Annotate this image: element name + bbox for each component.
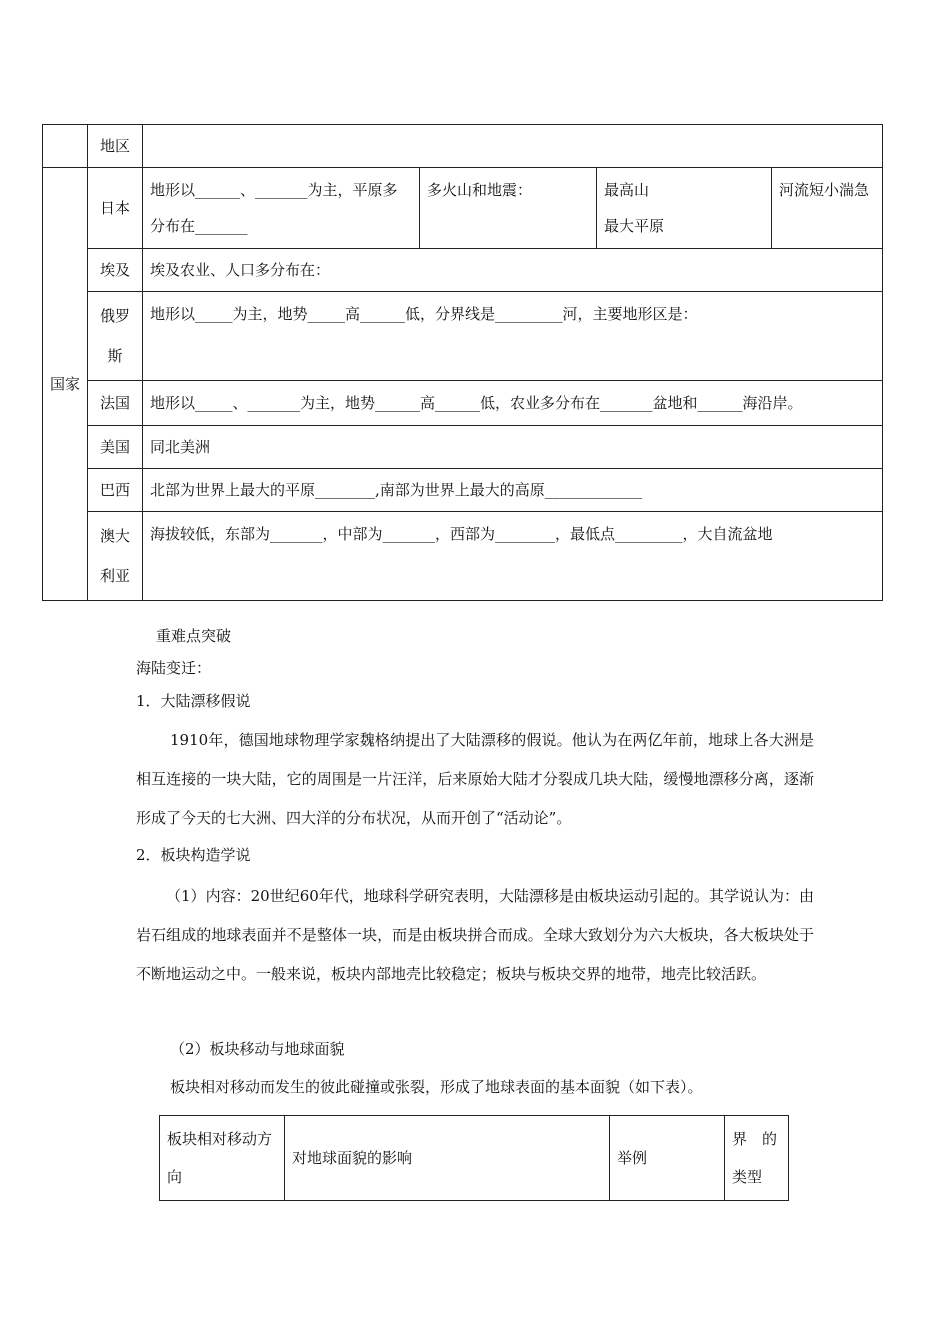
item2-sub2-heading: （2）板块移动与地球面貌 bbox=[170, 1040, 345, 1058]
japan-terrain: 地形以______、_______为主，平原多分布在_______ bbox=[143, 168, 420, 249]
region-table bbox=[42, 124, 883, 601]
russia-text: 地形以_____为主，地势_____高______低，分界线是_________河，主要地形区是： bbox=[143, 292, 883, 381]
plate-header-boundary: 界 的类型 bbox=[725, 1116, 789, 1201]
japan-highest: 最高山 bbox=[604, 181, 650, 199]
country-australia: 澳大利亚 bbox=[88, 512, 143, 601]
table-row bbox=[43, 249, 883, 292]
country-usa: 美国 bbox=[88, 426, 143, 469]
plate-table bbox=[159, 1115, 789, 1201]
brazil-text: 北部为世界上最大的平原________,南部为世界上最大的高原_____________ bbox=[143, 469, 883, 512]
table-row bbox=[43, 512, 883, 601]
country-japan: 日本 bbox=[88, 168, 143, 249]
header-region-label: 地区 bbox=[88, 125, 143, 168]
section-title: 重难点突破 bbox=[156, 627, 232, 645]
table-row bbox=[43, 292, 883, 381]
australia-text: 海拔较低，东部为_______，中部为_______，西部为________，最低点_________，大自流盆地 bbox=[143, 512, 883, 601]
plate-header-example: 举例 bbox=[610, 1116, 725, 1201]
table-row bbox=[43, 168, 883, 249]
item2-content: （1）内容：20世纪60年代，地球科学研究表明，大陆漂移是由板块运动引起的。其学说认为：由岩石组成的地球表面并不是整体一块，而是由板块拼合而成。全球大致划分为六大板块，各大板块处于不断地运动之中。一般来说，板块内部地壳比较稳定；板块与板块交界的地带，地壳比较活跃。 bbox=[136, 887, 814, 983]
subheading: 海陆变迁： bbox=[136, 659, 212, 677]
table-row bbox=[43, 125, 883, 168]
header-blank-cell bbox=[143, 125, 883, 168]
plate-header-direction: 板块相对移动方向 bbox=[160, 1116, 285, 1201]
japan-rivers: 河流短小湍急 bbox=[772, 168, 883, 249]
table-row bbox=[43, 469, 883, 512]
table-row bbox=[43, 426, 883, 469]
country-brazil: 巴西 bbox=[88, 469, 143, 512]
japan-volcano: 多火山和地震： bbox=[420, 168, 597, 249]
country-france: 法国 bbox=[88, 381, 143, 426]
japan-largest-plain: 最大平原 bbox=[604, 217, 665, 235]
item2-sub2-body: 板块相对移动而发生的彼此碰撞或张裂，形成了地球表面的基本面貌（如下表）。 bbox=[170, 1078, 703, 1096]
japan-peaks bbox=[597, 168, 772, 249]
table-row bbox=[43, 381, 883, 426]
item1-heading: 1．大陆漂移假说 bbox=[136, 692, 251, 710]
country-egypt: 埃及 bbox=[88, 249, 143, 292]
usa-text: 同北美洲 bbox=[143, 426, 883, 469]
egypt-text: 埃及农业、人口多分布在： bbox=[143, 249, 883, 292]
blank-cell bbox=[43, 125, 88, 168]
plate-header-impact: 对地球面貌的影响 bbox=[285, 1116, 610, 1201]
country-russia: 俄罗斯 bbox=[88, 292, 143, 381]
item1-body: 1910年，德国地球物理学家魏格纳提出了大陆漂移的假说。他认为在两亿年前，地球上各大洲是相互连接的一块大陆，它的周围是一片汪洋，后来原始大陆才分裂成几块大陆，缓慢地漂移分离，逐渐形成了今天的七大洲、四大洋的分布状况，从而开创了“活动论”。 bbox=[136, 731, 814, 827]
item2-heading: 2．板块构造学说 bbox=[136, 846, 251, 864]
table-row bbox=[160, 1116, 789, 1201]
france-text: 地形以_____、_______为主，地势______高______低，农业多分布在_______盆地和______海沿岸。 bbox=[143, 381, 883, 426]
group-label-country: 国家 bbox=[43, 168, 88, 601]
